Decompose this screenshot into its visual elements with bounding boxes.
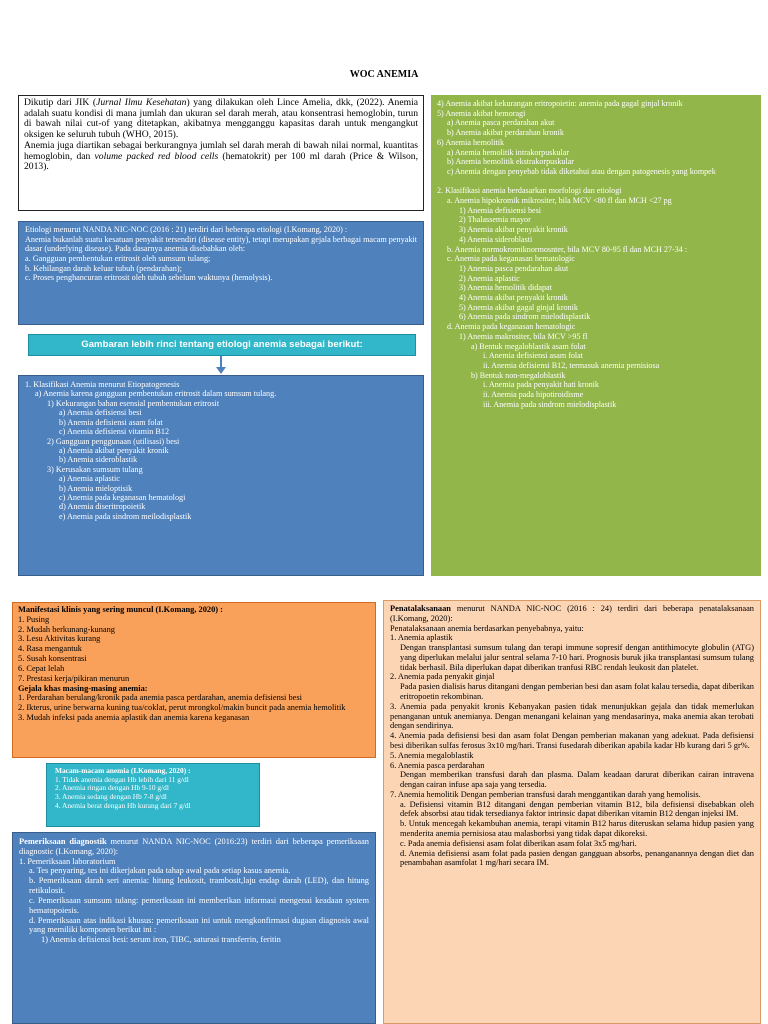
list-item: 1. Klasifikasi Anemia menurut Etiopatogenesis [25, 380, 180, 389]
etiopathogenesis-classification-box [18, 375, 424, 576]
list-item: a) Anemia pasca perdarahan akut [447, 118, 555, 128]
list-item: 4) Anemia sideroblasti [459, 234, 533, 244]
page-title: WOC ANEMIA [349, 69, 419, 80]
green-list [437, 99, 755, 410]
list-item: b) Anemia hemolitik ekstrakorpuskular [447, 157, 574, 167]
list-item: a) Anemia defisiensi besi [59, 408, 142, 418]
list-item: 1. Perdarahan berulang/kronik pada anemia pasca perdarahan, anemia defisiensi besi [18, 693, 302, 703]
list-item: 1) Anemia makrositer, bila MCV >95 fl [459, 331, 588, 341]
intro-paragraph-1: Dikutip dari JIK (Jurnal Ilmu Kesehatan) yang dilakukan oleh Lince Amelia, dkk, (2022). Anemia adalah suatu kondisi di mana jumlah dan ukuran sel darah merah, atau konsentrasi hemoglobin, turun di bawah nilai cut-of yang ditetapkan, akibatnya mengganggu kapasitas darah untuk mengangkut oksigen ke seluruh tubuh (WHO, 2015). [24, 97, 418, 141]
anemia-severity-box [46, 763, 260, 827]
list-item: 3. Mudah infeksi pada anemia aplastik dan anemia karena keganasan [18, 713, 250, 723]
list-item: 5) Anemia akibat gagal ginjal kronik [459, 302, 578, 312]
list-item: 1) Anemia defisiensi besi: serum iron, TIBC, saturasi transferrin, feritin [41, 935, 281, 945]
list-item: c. Pemeriksaan sumsum tulang: pemeriksaan ini memberikan informasi mengenai keadaan system hematopoiesis. [29, 895, 369, 915]
list-item: 4. Anemia pada defisiensi besi dan asam folat Dengan pemberian makanan yang adekuat. Pada defisiensi besi diberikan sulfas ferosus 3x10 mg/hari. Transi fusedarah diberikan apabila kadar Hb kurang dari 5 gr%. [390, 731, 754, 750]
list-item: Pada pasien dialisis harus ditangani dengan pemberian besi dan asam folat kalau tersedia, dapat diberikan eritropoetin rekombinan. [400, 682, 754, 702]
list-item: c) Anemia dengan penyebab tidak diketahui atau dengan patogenesis yang kompek [447, 166, 716, 176]
list-item: b) Bentuk non-megaloblastik [471, 370, 566, 380]
clinical-manifestation-box [12, 602, 376, 758]
list-item: 1) Kekurangan bahan esensial pembentukan eritrosit [47, 398, 220, 408]
list-item: a) Bentuk megaloblastik asam folat [471, 341, 586, 351]
list-item: 7. Prestasi kerja/pikiran menurun [18, 673, 130, 683]
list-item: i. Anemia defisiensi asam folat [483, 351, 584, 361]
pemer-list [19, 857, 369, 945]
list-item: a) Anemia hemolitik intrakorpuskular [447, 147, 570, 157]
symptom-heading: Gejala khas masing-masing anemia: [18, 683, 148, 693]
list-item: d. Anemia defisiensi asam folat pada pasien dengan gangguan absorbs, penanganannya dengan diet dan penambahan asamfolat 1 mg/hari secara IM. [400, 848, 754, 868]
list-item: ii. Anemia defisiensi B12, termasuk anemia pernisiosa [483, 360, 660, 370]
list-item: 5. Susah konsentrasi [18, 654, 87, 664]
etiology-line: b. Kehilangan darah keluar tubuh (pendarahan); [25, 263, 182, 273]
list-item: 3) Anemia hemolitik didapat [459, 283, 552, 293]
list-item: a. Anemia hipokromik mikrositer, bila MCV <80 fl dan MCH <27 pg [447, 196, 672, 206]
list-item: a) Anemia aplastic [59, 474, 120, 484]
list-item: ii. Anemia pada hipotiroidisme [483, 390, 584, 400]
list-item: c) Anemia defisiensi vitamin B12 [59, 427, 170, 437]
list-item: 1. Anemia aplastik [390, 633, 453, 643]
list-item: 6) Anemia hemolitik [437, 137, 504, 147]
list-item: 3) Anemia akibat penyakit kronik [459, 225, 568, 235]
list-item: b. Untuk mencegah kekambuhan anemia, terapi vitamin B12 harus diteruskan selama hidup pasien yang menderita anemia pernisiosa atau malasborbsi yang tidak dapat dikoreksi. [400, 819, 754, 838]
list-item: Dengan memberikan transfusi darah dan plasma. Dalam keadaan darurat diberikan cairan intravena dengan cairan infuse apa saja yang tersedia. [400, 770, 754, 790]
intro-paragraph-2: Anemia juga diartikan sebagai berkurangnya jumlah sel darah merah di bawah nilai normal, kuantitas hemoglobin, dan volume packed red blood cells (hematokrit) per 100 ml darah (Price & Wilson, 2013). [24, 139, 418, 173]
list-item: a) Anemia karena gangguan pembentukan eritrosit dalam sumsum tulang. [35, 389, 277, 399]
list-item: a. Defisiensi vitamin B12 ditangani dengan pemberian vitamin B12, bila defisiensi disebabkan oleh defek absorbsi atau tidak tersedianya faktor intrinsic dapat diberikan vitamin B12 dengan injeksi IM. [400, 799, 754, 819]
list-item: 3. Lesu Aktivitas kurang [18, 634, 101, 644]
intro-definition-box [18, 95, 424, 211]
list-item: d) Anemia diseritropoietik [59, 502, 146, 512]
list-item: 1. Pemeriksaan laboratorium [19, 856, 116, 866]
list-item: 1) Anemia defisiensi besi [459, 205, 542, 215]
klas-list [25, 380, 417, 521]
severity-heading: Macam-macam anemia (I.Komang, 2020) : [55, 766, 191, 775]
list-item: 4) Anemia akibat penyakit kronik [459, 293, 568, 303]
etiology-line: Etiologi menurut NANDA NIC-NOC (2016 : 21) terdiri dari beberapa etiologi (I.Komang, 2020) : [25, 225, 348, 234]
list-item: d. Pemeriksaan atas indikasi khusus: pemeriksaan ini untuk mengkonfirmasi dugaan diagnosis awal yang memiliki komponen berikut ini : [29, 915, 369, 935]
list-item [437, 177, 755, 187]
list-item: a) Anemia akibat penyakit kronik [59, 445, 169, 455]
list-item: e) Anemia pada sindrom meilodisplastik [59, 511, 192, 521]
arrow-down-icon [216, 356, 226, 374]
diagnostic-intro: Pemeriksaan diagnostik menurut NANDA NIC-NOC (2016:23) terdiri dari beberapa pemeriksaan diagnostic (I.Komang, 2020): [19, 837, 369, 856]
list-item: 2. Anemia ringan dengan Hb 9-10 g/dl [55, 783, 169, 793]
list-item: 5) Anemia akibat hemoragi [437, 108, 526, 118]
list-item: 4) Anemia akibat kekurangan eritropoietin: anemia pada gagal ginjal kronik [437, 99, 683, 108]
management-box [383, 600, 761, 1024]
list-item: Penatalaksanaan anemia berdasarkan penyebabnya, yaitu: [390, 623, 584, 633]
list-item: 2. Mudah berkunang-kunang [18, 624, 115, 634]
list-item: b. Anemia normokromiknormosnter, bila MCV 80-95 fl dan MCH 27-34 : [447, 244, 688, 254]
list-item: 7. Anemia hemolitik Dengan pemberian transfusi darah menggantikan darah yang hemolisis. [390, 789, 701, 799]
list-item: iii. Anemia pada sindrom mielodisplastik [483, 399, 617, 409]
list-item: c) Anemia pada keganasan hematologi [59, 493, 186, 503]
list-item: 2) Anemia aplastic [459, 273, 520, 283]
list-item: Dengan transplantasi sumsum tulang dan terapi immune sopresif dengan antithimocyte globulin (ATG) yang diperlukan melalui jalur sentral selama 7-10 hari. Prognosis buruk jika transplantasi sumsum tulang tidak berhasil. Bila diperlukan dapat diberikan tranfusi RBC rendah leukosit dan platelet. [400, 643, 754, 672]
list-item: 6) Anemia pada sindrom mielodisplastik [459, 312, 591, 322]
list-item: 4. Anemia berat dengan Hb kurang dari 7 g/dl [55, 800, 191, 810]
list-item: 2. Ikterus, urine berwarna kuning tua/coklat, perut mrongkol/makin buncit pada anemia hemolitik [18, 703, 346, 713]
list-item: c. Pada anemia defisiensi asam folat diberikan asam folat 3x5 mg/hari. [400, 838, 637, 848]
list-item: 6. Anemia pasca perdarahan [390, 760, 485, 770]
etiology-line: a. Gangguan pembentukan eritrosit oleh sumsum tulang; [25, 254, 211, 264]
morphology-classification-box [431, 95, 761, 576]
list-item: 5. Anemia megaloblastik [390, 750, 474, 760]
list-item: b) Anemia defisiensi asam folat [59, 417, 163, 427]
list-item: b) Anemia akibat perdarahan kronik [447, 128, 564, 138]
list-item: 1. Tidak anemia dengan Hb lebih dari 11 g/dl [55, 774, 189, 784]
list-item: 2) Gangguan penggunaan (utilisasi) besi [47, 436, 180, 446]
list-item: 2) Thalassemia mayor [459, 215, 531, 225]
diagnostic-examination-box [12, 832, 376, 1024]
etiology-line: Anemia bukanlah suatu kesatuan penyakit tersendiri (disease entity), tetapi merupakan gejala berbagai macam penyakit dasar (underlying disease). Pada dasarnya anemia disebabkan oleh: [25, 234, 417, 254]
list-item: a. Tes penyaring, tes ini dikerjakan pada tahap awal pada setiap kasus anemia. [29, 866, 291, 876]
list-item: 3. Anemia pada penyakit kronis Kebanyakan pasien tidak menunjukkan gejala dan tidak memerlukan penanganan untuk anemianya. Dengan menangani kelainan yang mendasarinya, maka anemia akan terobati dengan sendirinya. [390, 701, 754, 731]
list-item: b. Pemeriksaan darah seri anemia: hitung leukosit, trambosit,laju endap darah (LED), dan hitung retikulosit. [29, 876, 369, 896]
list-item: 3) Kerusakan sumsum tulang [47, 464, 143, 474]
management-intro: Penatalaksanaan menurut NANDA NIC-NOC (2016 : 24) terdiri dari beberapa penatalaksanaan (I.Komang, 2020): [390, 604, 754, 623]
list-item: 1) Anemia pasca pendarahan akut [459, 263, 569, 273]
etiology-line: c. Proses penghancuran eritrosit oleh tubuh sebelum waktunya (hemolysis). [25, 273, 273, 283]
manifestation-heading: Manifestasi klinis yang sering muncul (I.Komang, 2020) : [18, 605, 223, 614]
list-item: b) Anemia mieloptisik [59, 483, 133, 493]
etiology-detail-banner: Gambaran lebih rinci tentang etiologi anemia sebagai berikut: [28, 334, 416, 356]
list-item: 3. Anemia sedang dengan Hb 7-8 g/dl [55, 792, 167, 802]
penat-list [390, 624, 754, 869]
list-item: b) Anemia sideroblastik [59, 455, 138, 465]
list-item: i. Anemia pada penyakit hati kronik [483, 380, 599, 390]
list-item: 2. Klasifikasi anemia berdasarkan morfologi dan etiologi [437, 186, 622, 196]
list-item: 1. Pusing [18, 614, 50, 624]
list-item: 6. Cepat lelah [18, 663, 65, 673]
list-item: 2. Anemia pada penyakit ginjal [390, 672, 495, 682]
list-item: c. Anemia pada keganasan hematologic [447, 254, 575, 264]
list-item: d. Anemia pada keganasan hematologic [447, 322, 576, 332]
list-item: 4. Rasa mengantuk [18, 644, 82, 654]
etiology-box [18, 221, 424, 325]
